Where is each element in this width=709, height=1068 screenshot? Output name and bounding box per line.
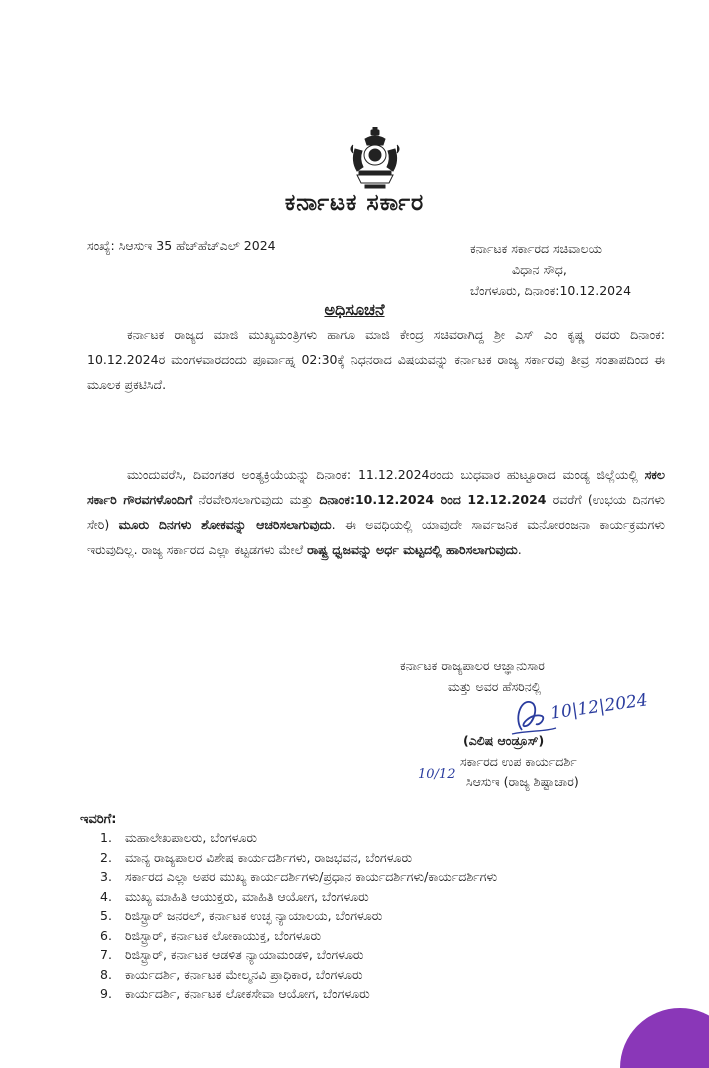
list-item — [100, 906, 660, 926]
text-run: ರವರೆಗೆ (ಉಭಯ ದಿನಗಳು ಸೇರಿ) — [87, 492, 665, 532]
item-number: 5. — [100, 908, 112, 923]
item-text: ಮಹಾಲೇಖಪಾಲರು, ಬೆಂಗಳೂರು — [125, 830, 258, 845]
text-run: ನೆರವೇರಿಸಲಾಗುವುದು ಮತ್ತು — [192, 492, 320, 507]
office-address — [470, 238, 631, 301]
item-text: ಮಾನ್ಯ ರಾಜ್ಯಪಾಲರ ವಿಶೇಷ ಕಾರ್ಯದರ್ಶಿಗಳು, ರಾಜಭವನ, ಬೆಂಗಳೂರು — [125, 849, 413, 865]
text-run: . ಈ ಅವಧಿಯಲ್ಲಿ ಯಾವುದೇ ಸಾರ್ವಜನಿಕ ಮನೋರಂಜನಾ ಕಾರ್ಯಕ್ರಮಗಳು ಇರುವುದಿಲ್ಲ. ರಾಜ್ಯ ಸರ್ಕಾರದ ಎಲ್ಲಾ ಕಟ್ಟಡಗಳು ಮೇಲೆ — [87, 517, 665, 557]
order-line: ಮತ್ತು ಅವರ ಹೆಸರಿನಲ್ಲಿ — [448, 679, 542, 694]
bold-run: ದಿನಾಂಕ:10.12.2024 ರಿಂದ 12.12.2024 — [319, 492, 547, 507]
government-title: ಕರ್ನಾಟಕ ಸರ್ಕಾರ — [284, 190, 425, 216]
item-text: ಸರ್ಕಾರದ ಎಲ್ಲಾ ಅಪರ ಮುಖ್ಯ ಕಾರ್ಯದರ್ಶಿಗಳು/ಪ್ರಧಾನ ಕಾರ್ಯದರ್ಶಿಗಳು/ಕಾರ್ಯದರ್ಶಿಗಳು — [125, 869, 498, 884]
text-run: . — [517, 542, 522, 557]
office-line: ವಿಧಾನ ಸೌಧ, — [512, 262, 567, 277]
recipients-label: ಇವರಿಗೆ: — [80, 812, 117, 827]
item-text: ಮುಖ್ಯ ಮಾಹಿತಿ ಆಯುಕ್ತರು, ಮಾಹಿತಿ ಆಯೋಗ, ಬೆಂಗಳೂರು — [125, 888, 369, 904]
handwritten-initials: 10/12 — [418, 767, 456, 782]
item-number: 1. — [100, 830, 112, 845]
notice-paragraph-1 — [87, 322, 665, 397]
list-item — [100, 984, 660, 1004]
signer-name: (ಎಲಿಷ ಆಂಡ್ರೂಸ್) — [463, 733, 545, 748]
designation-line: ಸಿಆಸುಇ (ರಾಜ್ಯ ಶಿಷ್ಟಾಚಾರ) — [466, 774, 579, 789]
item-number: 4. — [100, 888, 112, 904]
item-text: ಕಾರ್ಯದರ್ಶಿ, ಕರ್ನಾಟಕ ಲೋಕಸೇವಾ ಆಯೋಗ, ಬೆಂಗಳೂರು — [125, 986, 370, 1001]
item-number: 2. — [100, 849, 112, 865]
item-number: 9. — [100, 986, 112, 1001]
office-line: ಕರ್ನಾಟಕ ಸರ್ಕಾರದ ಸಚಿವಾಲಯ — [470, 241, 602, 256]
list-item — [100, 965, 660, 985]
item-text: ಕಾರ್ಯದರ್ಶಿ, ಕರ್ನಾಟಕ ಮೇಲ್ಮನವಿ ಪ್ರಾಧಿಕಾರ, ಬೆಂಗಳೂರು — [125, 966, 363, 982]
designation-line: ಸರ್ಕಾರದ ಉಪ ಕಾರ್ಯದರ್ಶಿ — [460, 754, 577, 769]
reference-number: ಸಂಖ್ಯೆ: ಸಿಆಸುಇ 35 ಹೆಚ್‌ಹೆಚ್‌ಎಲ್ 2024 — [87, 238, 276, 253]
list-item — [100, 828, 660, 848]
text-run: ಮುಂದುವರೆಸಿ, ದಿವಂಗತರ ಅಂತ್ಯಕ್ರಿಯೆಯನ್ನು ದಿನಾಂಕ: 11.12.2024ರಂದು ಬುಧವಾರ ಹುಟ್ಟೂರಾದ ಮಂಡ್ಯ ಜಿಲ್ಲೆಯಲ್ಲಿ — [127, 467, 645, 482]
list-item — [100, 945, 660, 965]
item-number: 6. — [100, 927, 112, 943]
item-text: ರಿಜಿಸ್ಟ್ರಾರ್, ಕರ್ನಾಟಕ ಲೋಕಾಯುಕ್ತ, ಬೆಂಗಳೂರು — [125, 927, 322, 943]
order-line: ಕರ್ನಾಟಕ ರಾಜ್ಯಪಾಲರ ಆಜ್ಞಾನುಸಾರ — [400, 658, 545, 673]
bold-run: ಸಕಲ ಸರ್ಕಾರಿ ಗೌರವಗಳೊಂದಿಗೆ — [87, 467, 665, 507]
bold-run: ರಾಷ್ಟ್ರ ಧ್ವಜವನ್ನು ಅರ್ಧ ಮಟ್ಟದಲ್ಲಿ ಹಾರಿಸಲಾಗುವುದು — [307, 542, 518, 557]
signer-designation — [460, 752, 579, 792]
list-item — [100, 926, 660, 946]
item-text: ರಿಜಿಸ್ಟ್ರಾರ್, ಕರ್ನಾಟಕ ಆಡಳಿತ ನ್ಯಾಯಾಮಂಡಳಿ, ಬೆಂಗಳೂರು — [125, 947, 364, 962]
paragraph-text — [87, 462, 665, 562]
notice-heading: ಅಧಿಸೂಚನೆ — [324, 300, 385, 319]
office-date-line: ಬೆಂಗಳೂರು, ದಿನಾಂಕ:10.12.2024 — [470, 283, 632, 298]
corner-accent — [620, 1008, 709, 1068]
item-number: 7. — [100, 947, 112, 962]
notice-paragraph-2 — [87, 462, 665, 562]
signature-date: 10|12|2024 — [549, 690, 649, 724]
paragraph-text: ಕರ್ನಾಟಕ ರಾಜ್ಯದ ಮಾಜಿ ಮುಖ್ಯಮಂತ್ರಿಗಳು ಹಾಗೂ ಮಾಜಿ ಕೇಂದ್ರ ಸಚಿವರಾಗಿದ್ದ ಶ್ರೀ ಎಸ್ ಎಂ ಕೃಷ್ಣ ರವರು ದಿನಾಂಕ: 10.12.2024ರ ಮಂಗಳವಾರದಂದು ಪೂರ್ವಾಹ್ನ 02:30ಕ್ಕೆ ನಿಧನರಾದ ವಿಷಯವನ್ನು ಕರ್ನಾಟಕ ರಾಜ್ಯ ಸರ್ಕಾರವು ತೀವ್ರ ಸಂತಾಪದಿಂದ ಈ ಮೂಲಕ ಪ್ರಕಟಿಸಿದೆ. — [87, 327, 665, 392]
bold-run: ಮೂರು ದಿನಗಳು ಶೋಕವನ್ನು ಆಚರಿಸಲಾಗುವುದು — [118, 517, 332, 532]
state-emblem-icon — [343, 127, 407, 191]
recipients-list — [100, 828, 660, 1004]
list-item — [100, 848, 660, 868]
item-number: 3. — [100, 869, 112, 884]
list-item — [100, 887, 660, 907]
item-text: ರಿಜಿಸ್ಟ್ರಾರ್ ಜನರಲ್, ಕರ್ನಾಟಕ ಉಚ್ಛ ನ್ಯಾಯಾಲಯ, ಬೆಂಗಳೂರು — [125, 908, 383, 923]
item-number: 8. — [100, 966, 112, 982]
list-item — [100, 867, 660, 887]
